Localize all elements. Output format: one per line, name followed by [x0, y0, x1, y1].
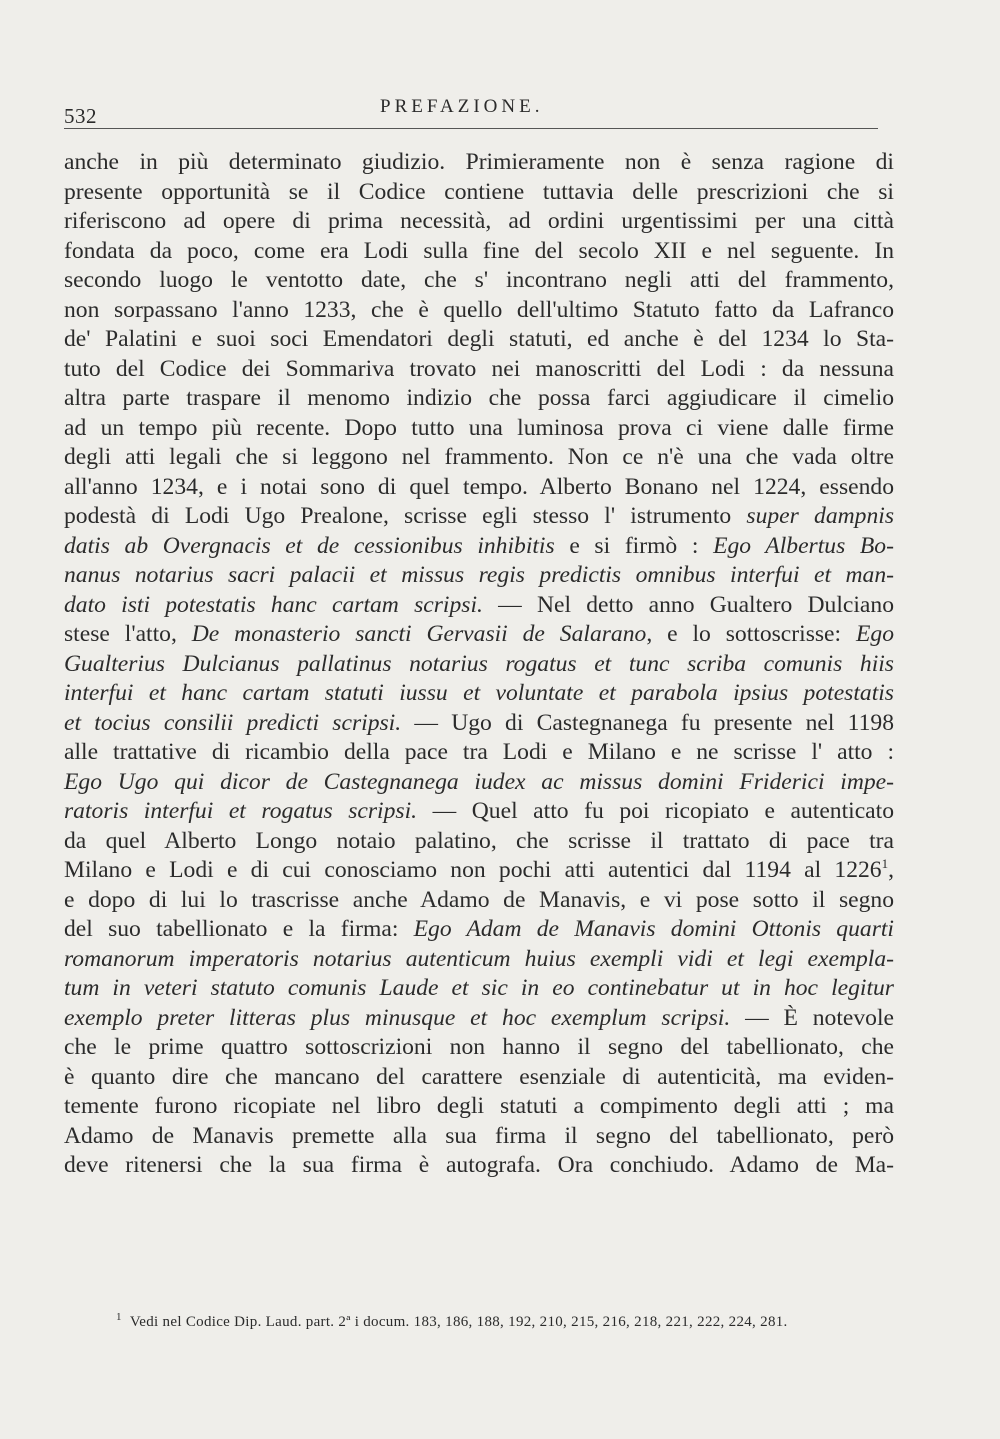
footnote-ref: 1 — [881, 856, 889, 872]
text-line — [64, 915, 894, 945]
latin-quote: super dampnis — [746, 503, 894, 529]
text-run: e si firmò : — [554, 532, 714, 559]
text-line: anche in più determinato giudizio. Primieramente non è senza ragione di — [64, 149, 894, 175]
text-line: non sorpassano l'anno 1233, che è quello dell'ultimo Statuto fatto da Lafranco — [64, 296, 894, 323]
text-line: deve ritenersi che la sua firma è autografa. Ora conchiudo. Adamo de Ma- — [64, 1152, 894, 1178]
text-line — [64, 1004, 894, 1034]
text-line: alle trattative di ricambio della pace tra Lodi e Milano e ne scrisse l' atto : — [64, 739, 894, 765]
text-run: — Quel atto fu poi ricopiato e autenticato — [417, 798, 894, 824]
footnote-text: Vedi nel Codice Dip. Laud. part. 2ª i docum. 183, 186, 188, 192, 210, 215, 216, 218, 221, 222, 224, 281. — [129, 1314, 788, 1330]
text-line: e dopo di lui lo trascrisse anche Adamo de Manavis, e vi pose sotto il segno — [64, 886, 894, 913]
text-line — [64, 650, 894, 680]
latin-quote: ratoris interfui et rogatus scripsi. — [64, 798, 418, 824]
text-line: degli atti legali che si leggono nel frammento. Non ce n'è una che vada oltre — [64, 444, 894, 470]
text-line: Adamo de Manavis premette alla sua firma il segno del tabellionato, però — [64, 1122, 894, 1149]
latin-quote: Ego — [855, 621, 894, 647]
text-line: de' Palatini e suoi soci Emendatori degli statuti, ed anche è del 1234 lo Sta- — [64, 326, 894, 352]
latin-quote: Ego Ugo qui dicor de Castegnanega iudex ac missus domini Friderici impe- — [64, 768, 894, 795]
page-number: 532 — [64, 104, 97, 128]
text-line: temente furono ricopiate nel libro degli statuti a compimento degli atti ; ma — [64, 1093, 894, 1119]
text-line — [64, 591, 894, 621]
latin-quote: et tocius consilii predicti scripsi. — [64, 709, 402, 736]
text-run: Milano e Lodi e di cui conosciamo non pochi atti autentici dal 1194 al 1226 — [64, 857, 882, 883]
latin-quote: Gualterius Dulcianus pallatinus notarius rogatus et tunc scriba comunis hiis — [64, 650, 894, 677]
text-line: è quanto dire che mancano del carattere esenziale di autenticità, ma eviden- — [64, 1063, 894, 1090]
body-text — [64, 148, 894, 1181]
header-rule — [64, 128, 878, 129]
text-run: , — [888, 857, 894, 883]
text-line — [64, 709, 894, 739]
footnote — [116, 1311, 900, 1331]
text-run: — Ugo di Castegnanega fu presente nel 1198 — [401, 709, 894, 736]
text-line: riferiscono ad opere di prima necessità, ad ordini urgentissimi per una città — [64, 208, 894, 234]
text-line — [64, 856, 894, 886]
text-run: — Nel detto anno Gualtero Dulciano — [482, 591, 894, 618]
text-line — [64, 532, 894, 562]
text-line — [64, 679, 894, 709]
text-run: stese l'atto, — [64, 621, 192, 647]
text-line — [64, 620, 894, 650]
text-run: — È notevole — [730, 1004, 894, 1031]
text-line — [64, 797, 894, 827]
latin-quote: nanus notarius sacri palacii et missus regis predictis omnibus interfui et man- — [64, 562, 894, 588]
latin-quote: datis ab Overgnacis et de cessionibus inhibitis — [64, 532, 555, 559]
text-line: che le prime quattro sottoscrizioni non hanno il segno del tabellionato, che — [64, 1034, 894, 1060]
text-run: , e lo sottoscrisse: — [646, 621, 856, 647]
footnote-marker: 1 — [116, 1311, 122, 1323]
latin-quote: interfui et hanc cartam statuti iussu et voluntate et parabola ipsius potestatis — [64, 680, 894, 706]
running-title: PREFAZIONE. — [380, 96, 544, 117]
text-line: ad un tempo più recente. Dopo tutto una luminosa prova ci viene dalle firme — [64, 414, 894, 441]
text-line — [64, 502, 894, 532]
text-line — [64, 561, 894, 591]
text-line: tuto del Codice dei Sommariva trovato nei manoscritti del Lodi : da nessuna — [64, 355, 894, 382]
latin-quote: romanorum imperatoris notarius autenticum huius exempli vidi et legi exempla- — [64, 945, 894, 972]
latin-quote: dato isti potestatis hanc cartam scripsi. — [64, 591, 483, 618]
latin-quote: Ego Albertus Bo- — [713, 532, 894, 559]
text-line — [64, 945, 894, 975]
text-line: fondata da poco, come era Lodi sulla fine del secolo XII e nel seguente. In — [64, 237, 894, 264]
text-run: podestà di Lodi Ugo Prealone, scrisse egli stesso l' istrumento — [64, 503, 747, 529]
text-line — [64, 974, 894, 1004]
text-line: da quel Alberto Longo notaio palatino, che scrisse il trattato di pace tra — [64, 827, 894, 854]
latin-quote: exemplo preter litteras plus minusque et hoc exemplum scripsi. — [64, 1004, 731, 1031]
latin-quote: Ego Adam de Manavis domini Ottonis quarti — [413, 916, 894, 942]
text-line: presente opportunità se il Codice contiene tuttavia delle prescrizioni che si — [64, 178, 894, 205]
latin-quote: tum in veteri statuto comunis Laude et sic in eo continebatur ut in hoc legitur — [64, 975, 894, 1001]
text-run: del suo tabellionato e la firma: — [64, 916, 414, 942]
text-line: altra parte traspare il menomo indizio che possa farci aggiudicare il cimelio — [64, 385, 894, 411]
text-line: secondo luogo le ventotto date, che s' incontrano negli atti del frammento, — [64, 267, 894, 293]
text-line: all'anno 1234, e i notai sono di quel tempo. Alberto Bonano nel 1224, essendo — [64, 473, 894, 500]
latin-quote: De monasterio sancti Gervasii de Salarano — [191, 621, 647, 647]
running-head — [64, 96, 874, 130]
text-line — [64, 768, 894, 798]
